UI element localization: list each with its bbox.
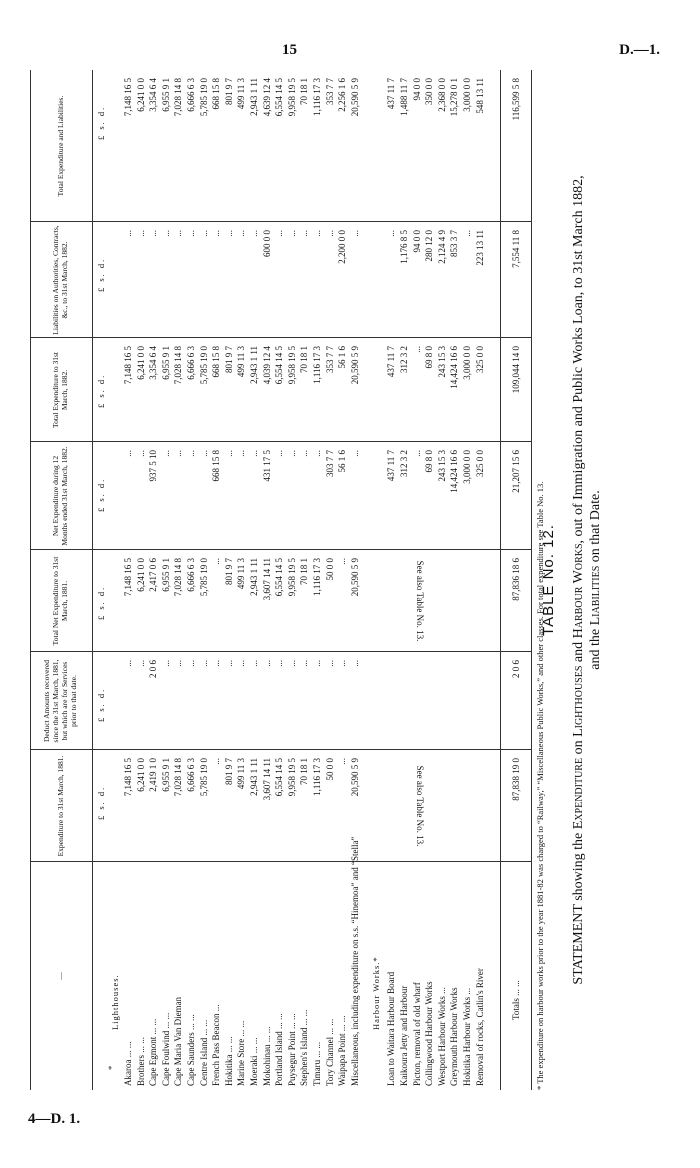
lighthouse-row — [349, 70, 362, 1090]
cell-liabilities: ... — [173, 230, 184, 237]
cell-total-net: 801 9 7 — [223, 558, 234, 585]
cell-net-12: ... — [411, 450, 422, 457]
cell-total-exp-liab: 4,639 12 4 — [261, 78, 272, 117]
cell-deduct: ... — [312, 660, 322, 667]
row-label: Westport Harbour Works ... — [436, 987, 447, 1086]
cell-total-net: 1,116 17 3 — [312, 558, 322, 596]
header-deduct: Deduct Amounts recovered since the 31st March, 1881, but which are for Services prior to that date. — [42, 659, 78, 743]
cell-total-exp: 6,554 14 5 — [274, 346, 285, 385]
cell-net-12: 312 3 2 — [399, 450, 409, 477]
cell-liabilities: ... — [324, 230, 335, 237]
row-label: French Pass Beacon ... — [211, 1004, 222, 1086]
cell-net-12: ... — [299, 450, 310, 457]
cell-liabilities: 2,200 0 0 — [337, 230, 348, 264]
cell-total-net: 9,958 19 5 — [286, 558, 297, 597]
lighthouse-row — [298, 70, 311, 1090]
row-label: Moeraki ... ... — [249, 1037, 259, 1086]
cell-liabilities: 223 13 11 — [474, 230, 485, 266]
cell-total-exp: 69 8 0 — [424, 346, 435, 369]
cell-net-12: ... — [249, 450, 259, 457]
row-label: Tory Channel ... ... — [324, 1018, 335, 1086]
cell-deduct: ... — [173, 660, 184, 667]
cell-total-exp: 7,028 14 8 — [173, 346, 184, 385]
cell-total-exp: 5,785 19 0 — [198, 346, 209, 385]
expenditure-table — [30, 70, 532, 1090]
cell-total-exp: 6,666 6 3 — [186, 346, 196, 380]
row-label: Brothers ... ... — [135, 1037, 146, 1086]
cell-net-12: 325 0 0 — [474, 450, 485, 477]
cell-expenditure: 1,116 17 3 — [312, 758, 322, 796]
cell-liabilities: ... — [123, 230, 133, 237]
totals-label: Totals ... ... — [511, 980, 521, 1020]
cell-total-exp: ... — [411, 346, 422, 353]
cell-net-12: 3,000 0 0 — [462, 450, 472, 484]
cell-total-net: 6,955 9 1 — [160, 558, 171, 592]
header-liabilities: Liabilities on Authorities, Contracts, &c., to 31st March, 1882. — [51, 225, 69, 335]
cell-liabilities: ... — [299, 230, 310, 237]
cell-liabilities: ... — [223, 230, 234, 237]
units-expenditure: £ s. d. — [96, 785, 106, 820]
cell-deduct: ... — [286, 660, 297, 667]
cell-expenditure: ... — [337, 758, 348, 765]
harbour-row — [385, 70, 398, 1090]
cell-liabilities: 853 3 7 — [449, 230, 460, 257]
cell-expenditure: 7,148 16 5 — [123, 758, 133, 797]
row-label: Hokitika Harbour Works ... — [462, 987, 472, 1086]
cell-deduct: ... — [211, 660, 222, 667]
row-label: Waipapa Point ... ... — [337, 1015, 348, 1086]
cell-total-exp: 499 11 3 — [236, 346, 247, 378]
lighthouse-marker: * — [106, 1064, 116, 1070]
cell-total-exp: 7,148 16 5 — [123, 346, 133, 385]
cell-deduct: ... — [324, 660, 335, 667]
total-total-net: 87,836 18 6 — [511, 558, 521, 601]
lighthouse-row — [286, 70, 299, 1090]
lighthouse-row — [223, 70, 236, 1090]
row-label: Cape Egmont ... ... — [148, 1018, 159, 1086]
cell-expenditure: 2,943 1 11 — [249, 758, 259, 796]
cell-total-exp-liab: 9,958 19 5 — [286, 78, 297, 117]
cell-deduct: ... — [249, 660, 259, 667]
cell-net-12: 668 15 8 — [211, 450, 222, 482]
cell-deduct: 2 0 6 — [148, 660, 159, 678]
cell-expenditure: 6,666 6 3 — [186, 758, 196, 792]
units-net-12: £ s. d. — [96, 477, 106, 512]
cell-net-12: 937 5 10 — [148, 450, 159, 482]
cell-total-net: 70 18 1 — [299, 558, 310, 585]
lighthouse-row — [261, 70, 274, 1090]
cell-total-exp-liab: 668 15 8 — [211, 78, 222, 110]
cell-total-exp: 243 15 3 — [436, 346, 447, 378]
lighthouse-row — [122, 70, 135, 1090]
cell-expenditure: 5,785 19 0 — [198, 758, 209, 797]
cell-net-12: 69 8 0 — [424, 450, 435, 473]
cell-total-exp: 70 18 1 — [299, 346, 310, 373]
cell-liabilities: 1,176 8 5 — [399, 230, 409, 264]
cell-net-12: ... — [286, 450, 297, 457]
cell-total-exp-liab: 2,368 0 0 — [436, 78, 447, 112]
cell-liabilities: ... — [286, 230, 297, 237]
header-item: — — [55, 972, 65, 980]
cell-total-exp-liab: 3,000 0 0 — [462, 78, 472, 112]
cell-liabilities: ... — [236, 230, 247, 237]
row-label: Stephen's Island ... ... — [299, 1009, 310, 1086]
cell-total-exp: 56 1 6 — [337, 346, 348, 369]
cell-net-12: ... — [223, 450, 234, 457]
cell-total-exp: 353 7 7 — [324, 346, 335, 373]
cell-deduct: ... — [135, 660, 146, 667]
units-total-exp: £ s. d. — [96, 373, 106, 408]
cell-expenditure: 2,419 1 0 — [148, 758, 159, 792]
cell-net-12: 303 7 7 — [324, 450, 335, 477]
see-also-table-13: See also Table No. 13. — [415, 765, 426, 847]
lighthouse-row — [248, 70, 261, 1090]
cell-liabilities: 2,124 4 9 — [436, 230, 447, 264]
cell-liabilities: ... — [135, 230, 146, 237]
cell-total-exp-liab: 437 11 7 — [386, 78, 397, 110]
harbour-row — [474, 70, 487, 1090]
harbour-row — [448, 70, 461, 1090]
cell-total-exp-liab: 6,955 9 1 — [160, 78, 171, 112]
cell-liabilities: ... — [349, 230, 360, 237]
table-rule-bottom — [531, 70, 532, 1090]
cell-total-exp-liab: 7,148 16 5 — [123, 78, 133, 117]
cell-total-exp: 312 3 2 — [399, 346, 409, 373]
cell-total-exp: 4,039 12 4 — [261, 346, 272, 385]
lighthouse-row — [185, 70, 198, 1090]
lighthouse-row — [160, 70, 173, 1090]
section-harbour-works: Harbour Works.* — [371, 956, 382, 1030]
row-label: Cape Foulwind ... ... — [160, 1012, 171, 1086]
cell-total-exp: 1,116 17 3 — [312, 346, 322, 384]
cell-total-exp-liab: 3,354 6 4 — [148, 78, 159, 112]
cell-expenditure: 9,958 19 5 — [286, 758, 297, 797]
cell-deduct: ... — [236, 660, 247, 667]
cell-total-exp-liab: 6,241 0 0 — [135, 78, 146, 112]
cell-liabilities: ... — [186, 230, 196, 237]
page-code: D.—1. — [619, 42, 660, 58]
cell-total-net: 6,554 14 5 — [274, 558, 285, 597]
header-total-exp-liab: Total Expenditure and Liabilities. — [55, 95, 65, 197]
cell-total-exp: 325 0 0 — [474, 346, 485, 373]
cell-expenditure: 6,554 14 5 — [274, 758, 285, 797]
cell-liabilities: 280 12 0 — [424, 230, 435, 262]
total-deduct: 2 0 6 — [511, 660, 521, 678]
cell-total-exp-liab: 6,666 6 3 — [186, 78, 196, 112]
total-total-exp-liab: 116,599 5 8 — [511, 78, 521, 121]
row-label: Hokitika ... ... — [223, 1036, 234, 1086]
total-total-exp: 109,044 14 0 — [511, 346, 521, 394]
landscape-table-sheet — [30, 70, 650, 1090]
cell-total-exp: 14,424 16 6 — [449, 346, 460, 389]
cell-total-exp-liab: 350 0 0 — [424, 78, 435, 105]
cell-net-12: 431 17 5 — [261, 450, 272, 482]
row-label: Loan to Waitara Harbour Board — [386, 971, 397, 1086]
cell-net-12: 437 11 7 — [386, 450, 397, 482]
cell-liabilities: ... — [386, 230, 397, 237]
cell-net-12: ... — [236, 450, 247, 457]
cell-total-exp: 9,958 19 5 — [286, 346, 297, 385]
lighthouse-row — [135, 70, 148, 1090]
row-label: Miscellaneous, including expenditure on s.s. “Hinemoa” and “Stella” — [349, 836, 360, 1086]
cell-net-12: ... — [160, 450, 171, 457]
lighthouse-row — [336, 70, 349, 1090]
row-label: Cape Saunders ... ... — [186, 1014, 196, 1086]
header-total-net: Total Net Expenditure to 31st March, 1881. — [51, 556, 69, 646]
lighthouse-row — [172, 70, 185, 1090]
cell-total-net: 2,943 1 11 — [249, 558, 259, 596]
row-label: Timaru ... ... — [312, 1041, 322, 1086]
row-label: Marine Store ... ... — [236, 1020, 247, 1086]
cell-deduct: ... — [261, 660, 272, 667]
lighthouse-row — [147, 70, 160, 1090]
cell-total-exp-liab: 1,488 11 7 — [399, 78, 409, 116]
lighthouse-row — [235, 70, 248, 1090]
cell-total-exp: 6,241 0 0 — [135, 346, 146, 380]
cell-expenditure: 70 18 1 — [299, 758, 310, 785]
cell-total-exp-liab: 2,256 1 6 — [337, 78, 348, 112]
cell-net-12: 14,424 16 6 — [449, 450, 460, 493]
row-label: Portland Island ... ... — [274, 1013, 285, 1086]
cell-total-exp: 6,955 9 1 — [160, 346, 171, 380]
cell-total-exp-liab: 94 0 0 — [411, 78, 422, 101]
footer-code: 4—D. 1. — [28, 1111, 81, 1127]
cell-total-exp-liab: 5,785 19 0 — [198, 78, 209, 117]
cell-total-net: ... — [337, 558, 348, 565]
cell-total-exp-liab: 7,028 14 8 — [173, 78, 184, 117]
row-label: Cape Maria Van Dieman — [173, 996, 184, 1086]
header-total-exp: Total Expenditure to 31st March, 1882. — [51, 352, 69, 428]
cell-total-exp: 3,354 6 4 — [148, 346, 159, 380]
table-statement: STATEMENT showing the Expenditure on Lighthouses and Harbour Works, out of Immigration and Public Works Loan, to 31st March 1882, and the Liabilities on that Date. — [571, 175, 603, 985]
cell-expenditure: ... — [211, 758, 222, 765]
cell-liabilities: ... — [211, 230, 222, 237]
units-total-exp-liab: £ s. d. — [96, 105, 106, 140]
cell-expenditure: 499 11 3 — [236, 758, 247, 790]
rotated-sheet — [30, 70, 650, 1090]
cell-total-exp-liab: 499 11 3 — [236, 78, 247, 110]
row-label: Collingwood Harbour Works — [424, 981, 435, 1086]
lighthouse-row — [210, 70, 223, 1090]
row-label: Removal of rocks, Catlin's River — [474, 968, 485, 1086]
row-label: Kaikoura Jetty and Harbour — [399, 985, 409, 1086]
cell-total-exp: 2,943 1 11 — [249, 346, 259, 384]
total-liabilities: 7,554 11 8 — [511, 230, 521, 268]
total-net-12: 21,207 15 6 — [511, 450, 521, 493]
row-label: Akaroa ... ... — [123, 1041, 133, 1086]
cell-net-12: ... — [312, 450, 322, 457]
cell-expenditure: 20,590 5 9 — [349, 758, 360, 797]
cell-deduct: ... — [160, 660, 171, 667]
cell-total-exp-liab: 15,278 0 1 — [449, 78, 460, 117]
row-label: Puysegur Point ... ... — [286, 1013, 297, 1086]
cell-expenditure: 801 9 7 — [223, 758, 234, 785]
cell-total-exp: 668 15 8 — [211, 346, 222, 378]
cell-liabilities: ... — [462, 230, 472, 237]
cell-expenditure: 7,028 14 8 — [173, 758, 184, 797]
cell-total-exp-liab: 6,554 14 5 — [274, 78, 285, 117]
header-net-12: Net Expenditure during 12 Months ended 31st March, 1882. — [51, 446, 69, 546]
cell-total-exp-liab: 801 9 7 — [223, 78, 234, 105]
table-number: TABLE No. 12. — [540, 524, 557, 636]
cell-net-12: 56 1 6 — [337, 450, 348, 473]
units-liabilities: £ s. d. — [96, 257, 106, 292]
cell-deduct: ... — [337, 660, 348, 667]
cell-total-net: 20,590 5 9 — [349, 558, 360, 597]
cell-expenditure: 6,241 0 0 — [135, 758, 146, 792]
cell-liabilities: 94 0 0 — [411, 230, 422, 253]
cell-liabilities: ... — [249, 230, 259, 237]
cell-expenditure: 6,955 9 1 — [160, 758, 171, 792]
cell-total-net: 3,607 14 11 — [261, 558, 272, 601]
cell-total-net: 6,241 0 0 — [135, 558, 146, 592]
row-label: Mokohinau ... ... — [261, 1026, 272, 1086]
cell-total-exp: 3,000 0 0 — [462, 346, 472, 380]
row-label: Picton, removal of old wharf — [411, 982, 422, 1086]
cell-total-exp-liab: 2,943 1 11 — [249, 78, 259, 116]
cell-deduct: ... — [123, 660, 133, 667]
cell-expenditure: 50 0 0 — [324, 758, 335, 781]
cell-deduct: ... — [274, 660, 285, 667]
cell-liabilities: ... — [148, 230, 159, 237]
lighthouse-row — [311, 70, 324, 1090]
units-total-net: £ s. d. — [96, 585, 106, 620]
cell-total-exp-liab: 548 13 11 — [474, 78, 485, 114]
cell-total-exp-liab: 70 18 1 — [299, 78, 310, 105]
see-also-table-13: See also Table No. 13. — [415, 560, 426, 642]
cell-liabilities: ... — [160, 230, 171, 237]
cell-deduct: ... — [186, 660, 196, 667]
cell-net-12: ... — [135, 450, 146, 457]
cell-total-net: 499 11 3 — [236, 558, 247, 590]
cell-net-12: ... — [349, 450, 360, 457]
section-lighthouses: Lighthouses. — [110, 974, 120, 1030]
cell-total-net: 7,028 14 8 — [173, 558, 184, 597]
cell-net-12: ... — [123, 450, 133, 457]
cell-net-12: ... — [186, 450, 196, 457]
cell-total-exp-liab: 20,590 5 9 — [349, 78, 360, 117]
cell-total-net: 7,148 16 5 — [123, 558, 133, 597]
harbour-row — [436, 70, 449, 1090]
cell-total-exp: 801 9 7 — [223, 346, 234, 373]
footnote: * The expenditure on harbour works prior to the year 1881-82 was charged to “Railway,” “Miscellaneous Public Works,” and other classes. For total expenditure see Table No. 13. — [535, 481, 545, 1090]
cell-expenditure: 3,607 14 11 — [261, 758, 272, 801]
cell-deduct: ... — [349, 660, 360, 667]
cell-net-12: ... — [198, 450, 209, 457]
cell-net-12: 243 15 3 — [436, 450, 447, 482]
cell-total-exp: 20,590 5 9 — [349, 346, 360, 385]
cell-net-12: ... — [173, 450, 184, 457]
table-rule-1 — [500, 70, 501, 1090]
row-label: Centre Island ... ... — [198, 1019, 209, 1086]
cell-deduct: ... — [223, 660, 234, 667]
cell-liabilities: ... — [312, 230, 322, 237]
page-number: 15 — [282, 42, 297, 58]
header-expenditure: Expenditure to 31st March, 1881. — [55, 755, 65, 857]
totals-row — [510, 70, 523, 1090]
cell-net-12: ... — [274, 450, 285, 457]
cell-total-net: 2,417 0 6 — [148, 558, 159, 592]
cell-total-net: ... — [211, 558, 222, 565]
cell-deduct: ... — [198, 660, 209, 667]
cell-liabilities: ... — [274, 230, 285, 237]
cell-total-exp: 437 11 7 — [386, 346, 397, 378]
cell-total-net: 50 0 0 — [324, 558, 335, 581]
total-expenditure: 87,838 19 0 — [511, 758, 521, 801]
cell-liabilities: ... — [198, 230, 209, 237]
units-deduct: £ s. d. — [96, 687, 106, 722]
harbour-row — [398, 70, 411, 1090]
table-rule-0 — [92, 70, 93, 1090]
lighthouse-row — [273, 70, 286, 1090]
cell-liabilities: 600 0 0 — [261, 230, 272, 257]
cell-total-net: 5,785 19 0 — [198, 558, 209, 597]
cell-total-exp-liab: 353 7 7 — [324, 78, 335, 105]
lighthouse-row — [198, 70, 211, 1090]
cell-total-exp-liab: 1,116 17 3 — [312, 78, 322, 116]
harbour-row — [461, 70, 474, 1090]
row-label: Greymouth Harbour Works — [449, 987, 460, 1086]
cell-total-net: 6,666 6 3 — [186, 558, 196, 592]
harbour-row — [423, 70, 436, 1090]
cell-deduct: ... — [299, 660, 310, 667]
lighthouse-row — [324, 70, 337, 1090]
